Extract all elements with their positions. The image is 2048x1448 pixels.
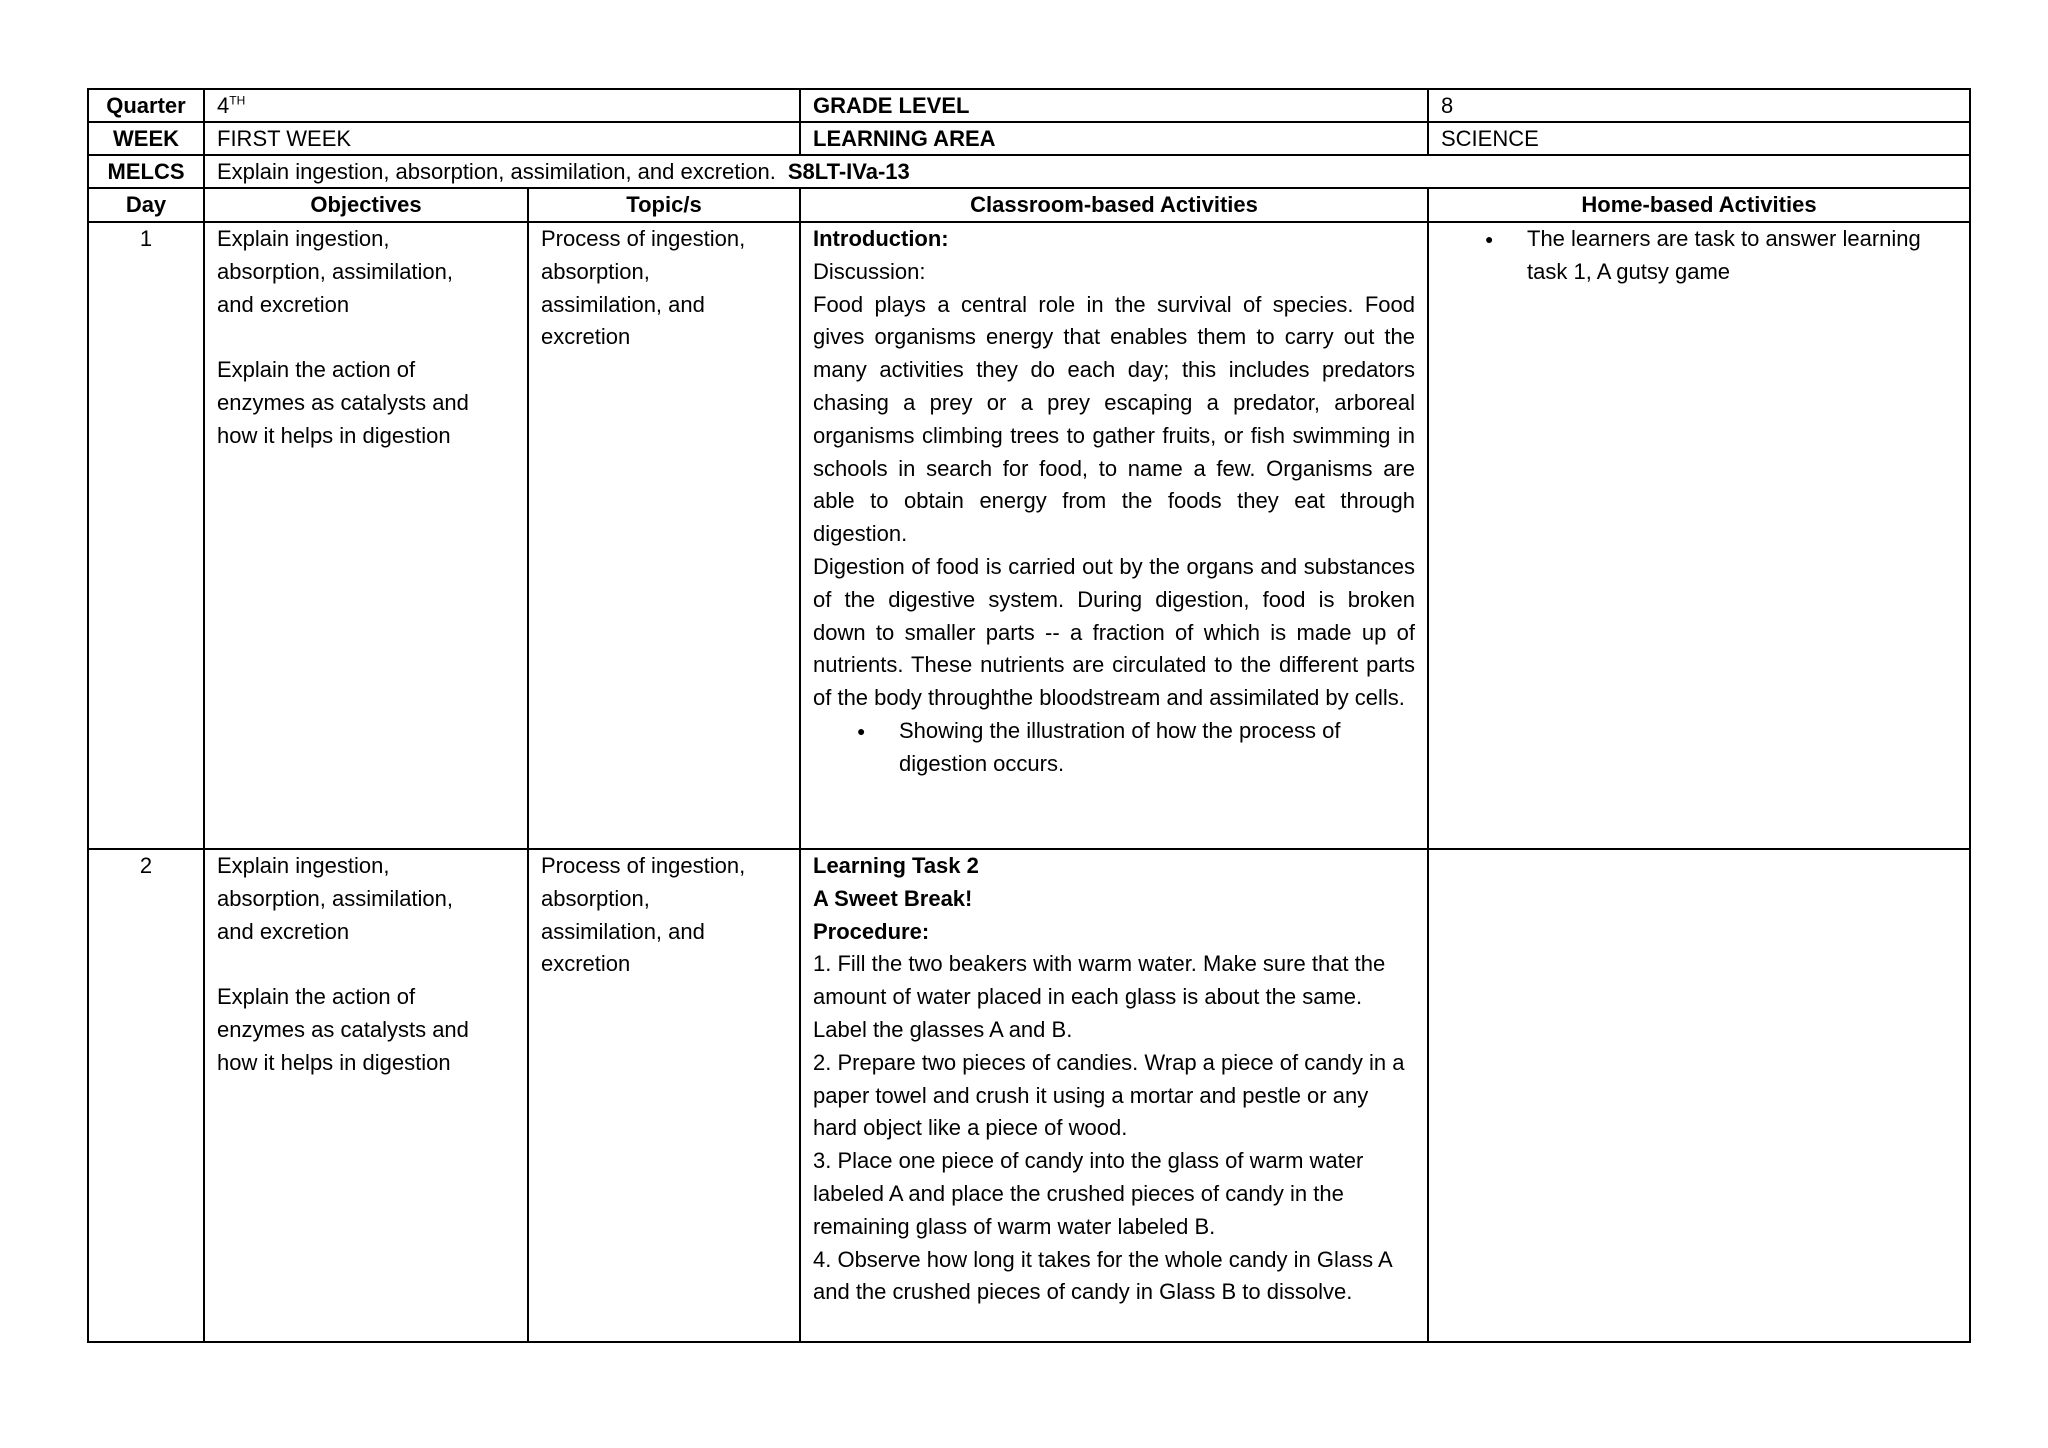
topic-line: assimilation, and <box>541 918 705 944</box>
column-header-row <box>88 188 1970 222</box>
table-row <box>88 222 1970 849</box>
learning-task-name: A Sweet Break! <box>813 885 973 911</box>
week-value: FIRST WEEK <box>204 122 800 155</box>
classroom-activities-cell <box>800 222 1428 849</box>
objective-line: absorption, assimilation, <box>217 885 454 911</box>
topic-line: excretion <box>541 951 631 977</box>
objectives-cell <box>204 222 528 849</box>
topic-line: Process of ingestion, <box>541 226 746 251</box>
objective-line: Explain ingestion, <box>217 853 390 878</box>
objectives-cell <box>204 849 528 1342</box>
quarter-row <box>88 89 1970 122</box>
topic-line: Process of ingestion, <box>541 853 746 878</box>
grade-level-value: 8 <box>1428 89 1970 122</box>
melcs-label: MELCS <box>88 155 204 188</box>
learning-task-title: Learning Task 2 <box>813 853 979 878</box>
column-header-classroom: Classroom-based Activities <box>800 188 1428 222</box>
lesson-plan-table <box>87 88 1971 1343</box>
objective-line: enzymes as catalysts and <box>217 1016 469 1042</box>
topic-line: absorption, <box>541 885 650 911</box>
objective-line: and excretion <box>217 918 350 944</box>
melcs-text: Explain ingestion, absorption, assimilation, and excretion. <box>217 159 776 184</box>
week-row <box>88 122 1970 155</box>
objective-line: enzymes as catalysts and <box>217 389 469 415</box>
learning-area-value: SCIENCE <box>1428 122 1970 155</box>
procedure-label: Procedure: <box>813 918 930 944</box>
procedure-step: 2. Prepare two pieces of candies. Wrap a piece of candy in a paper towel and crush it using a mortar and pestle or any hard object like a piece of wood. <box>813 1049 1405 1141</box>
objective-line: Explain the action of <box>217 984 416 1010</box>
home-bullet-list <box>1441 223 1957 289</box>
column-header-objectives: Objectives <box>204 188 528 222</box>
objective-line: how it helps in digestion <box>217 422 451 448</box>
discussion-paragraph: Food plays a central role in the survival of species. Food gives organisms energy that enables them to carry out the many activities they do each day; this includes predators chasing a prey or a prey escaping a predator, arboreal organisms climbing trees to gather fruits, or fish swimming in schools in search for food, to name a few. Organisms are able to obtain energy from the foods they eat through digestion. <box>813 291 1415 547</box>
melcs-code: S8LT-IVa-13 <box>787 159 910 184</box>
activity-bullet: ● Showing the illustration of how the process of digestion occurs. <box>899 715 1415 781</box>
day-cell: 1 <box>88 222 204 849</box>
column-header-topics: Topic/s <box>528 188 800 222</box>
procedure-step: 4. Observe how long it takes for the whole candy in Glass A and the crushed pieces of candy in Glass B to dissolve. <box>813 1246 1392 1305</box>
objective-line: absorption, assimilation, <box>217 258 454 284</box>
procedure-step: 1. Fill the two beakers with warm water. Make sure that the amount of water placed in each glass is about the same. Label the glasses A and B. <box>813 951 1386 1042</box>
column-header-home: Home-based Activities <box>1428 188 1970 222</box>
topic-line: absorption, <box>541 258 650 284</box>
week-label: WEEK <box>88 122 204 155</box>
topics-cell <box>528 222 800 849</box>
column-header-day: Day <box>88 188 204 222</box>
day-cell: 2 <box>88 849 204 1342</box>
topics-cell <box>528 849 800 1342</box>
quarter-value: 4TH <box>204 89 800 122</box>
objective-line: Explain the action of <box>217 357 416 383</box>
home-activities-cell <box>1428 849 1970 1342</box>
melcs-row <box>88 155 1970 188</box>
grade-level-label: GRADE LEVEL <box>800 89 1428 122</box>
discussion-paragraph: Digestion of food is carried out by the organs and substances of the digestive system. During digestion, food is broken down to smaller parts -- a fraction of which is made up of nutrients. These nutrients are circulated to the different parts of the body throughthe bloodstream and assimilated by cells. <box>813 553 1415 711</box>
introduction-heading: Introduction: <box>813 226 949 251</box>
topic-line: excretion <box>541 324 631 350</box>
home-activities-cell <box>1428 222 1970 849</box>
procedure-step: 3. Place one piece of candy into the glass of warm water labeled A and place the crushed pieces of candy in the remaining glass of warm water labeled B. <box>813 1148 1364 1239</box>
table-row <box>88 849 1970 1342</box>
melcs-value <box>204 155 1970 188</box>
topic-line: assimilation, and <box>541 291 705 317</box>
objective-line: Explain ingestion, <box>217 226 390 251</box>
quarter-label: Quarter <box>88 89 204 122</box>
objective-line: and excretion <box>217 291 350 317</box>
activity-bullet-list <box>813 715 1415 781</box>
learning-area-label: LEARNING AREA <box>800 122 1428 155</box>
home-activity-bullet: ● The learners are task to answer learning task 1, A gutsy game <box>1527 223 1957 289</box>
objective-line: how it helps in digestion <box>217 1049 451 1075</box>
quarter-superscript: TH <box>229 93 246 108</box>
classroom-activities-cell <box>800 849 1428 1342</box>
discussion-label: Discussion: <box>813 258 926 284</box>
